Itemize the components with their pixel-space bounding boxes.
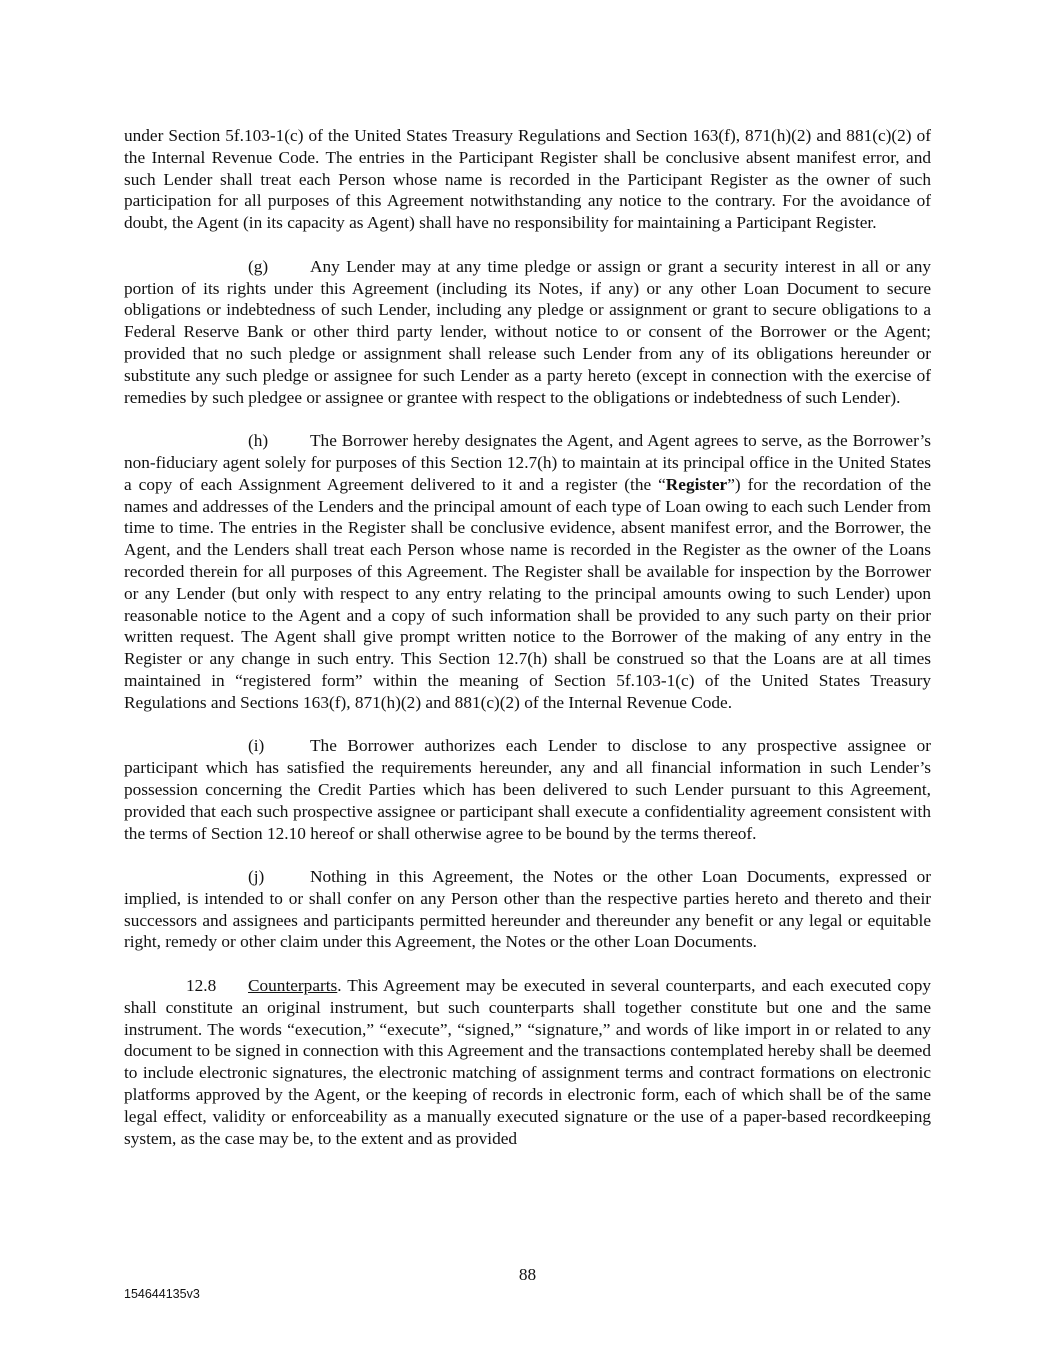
paragraph-j-label: (j) bbox=[248, 867, 265, 887]
paragraph-h bbox=[124, 430, 931, 713]
continuation-paragraph: under Section 5f.103-1(c) of the United States Treasury Regulations and Section 163(f), 871(h)(2) and 881(c)(2) of the Internal Revenue Code. The entries in the Participant Register shall be conclusive absent manifest error, and such Lender shall treat each Person whose name is recorded in the Participant Register as the owner of such participation for all purposes of this Agreement notwithstanding any notice to the contrary. For the avoidance of doubt, the Agent (in its capacity as Agent) shall have no responsibility for maintaining a Participant Register. bbox=[124, 126, 931, 233]
document-id: 154644135v3 bbox=[124, 1287, 200, 1301]
paragraph-j bbox=[124, 866, 931, 953]
section-12-8-heading: Counterparts bbox=[248, 976, 338, 996]
document-body bbox=[124, 125, 931, 1149]
paragraph-i bbox=[124, 735, 931, 844]
paragraph-h-text-before: The Borrower hereby designates the Agent, and Agent agrees to serve, as the Borrower’s non-fiduciary agent solely for purposes of this Section 12.7(h) to maintain at its principal office in the United States a copy of each Assignment Agreement delivered to it and a register (the “ bbox=[124, 431, 931, 494]
register-defined-term: Register bbox=[665, 474, 728, 494]
paragraph-g-text: Any Lender may at any time pledge or assign or grant a security interest in all or any portion of its rights under this Agreement (including its Notes, if any) or any other Loan Document to secure obligations or indebtedness of such Lender, including any pledge or assignment or grant to secure obligations to a Federal Reserve Bank or other third party lender, without notice to or consent of the Borrower or the Agent; provided that no such pledge or assignment shall release such Lender from any of its obligations hereunder or substitute any such pledge or assignee for such Lender as a party hereto (except in connection with the exercise of remedies by such pledgee or assignee or grantee with respect to the obligations or indebtedness of such Lender). bbox=[124, 256, 931, 407]
paragraph-h-text-after: ”) for the recordation of the names and addresses of the Lenders and the principal amount of each type of Loan owing to each such Lender from time to time. The entries in the Register shall be conclusive evidence, absent manifest error, and the Borrower, the Agent, and the Lenders shall treat each Person whose name is recorded in the Register as the owner of the Loans recorded therein for all purposes of this Agreement. The Register shall be available for inspection by the Borrower or any Lender (but only with respect to any entry relating to the principal amounts owing to such Lender) upon reasonable notice to the Agent and a copy of such information shall be provided to any such party on their prior written request. The Agent shall give prompt written notice to the Borrower of the making of any entry in the Register or any change in such entry. This Section 12.7(h) shall be construed so that the Loans are at all times maintained in “registered form” within the meaning of Section 5f.103-1(c) of the United States Treasury Regulations and Sections 163(f), 871(h)(2) and 881(c)(2) of the Internal Revenue Code. bbox=[124, 474, 931, 712]
section-12-8 bbox=[124, 975, 931, 1149]
paragraph-g bbox=[124, 256, 931, 409]
paragraph-g-label: (g) bbox=[248, 256, 269, 276]
paragraph-i-label: (i) bbox=[248, 736, 265, 756]
paragraph-j-text: Nothing in this Agreement, the Notes or the other Loan Documents, expressed or implied, is intended to or shall confer on any Person other than the respective parties hereto and thereto and their successors and assignees and participants permitted hereunder and thereunder any benefit or any legal or equitable right, remedy or other claim under this Agreement, the Notes or the other Loan Documents. bbox=[124, 867, 931, 952]
section-12-8-text: . This Agreement may be executed in several counterparts, and each executed copy shall constitute an original instrument, but such counterparts shall together constitute but one and the same instrument. The words “execution,” “execute”, “signed,” “signature,” and words of like import in or related to any document to be signed in connection with this Agreement and the transactions contemplated hereby shall be deemed to include electronic signatures, the electronic matching of assignment terms and contract formations on electronic platforms approved by the Agent, or the keeping of records in electronic form, each of which shall be of the same legal effect, validity or enforceability as a manually executed signature or the use of a paper-based recordkeeping system, as the case may be, to the extent and as provided bbox=[124, 976, 931, 1148]
section-12-8-number: 12.8 bbox=[186, 976, 217, 996]
paragraph-h-label: (h) bbox=[248, 431, 269, 451]
page-number: 88 bbox=[518, 1265, 537, 1284]
paragraph-i-text: The Borrower authorizes each Lender to disclose to any prospective assignee or participant which has satisfied the requirements hereunder, any and all financial information in such Lender’s possession concerning the Credit Parties which has been delivered to such Lender pursuant to this Agreement, provided that each such prospective assignee or participant shall execute a confidentiality agreement consistent with the terms of Section 12.10 hereof or shall otherwise agree to be bound by the terms thereof. bbox=[124, 736, 931, 843]
